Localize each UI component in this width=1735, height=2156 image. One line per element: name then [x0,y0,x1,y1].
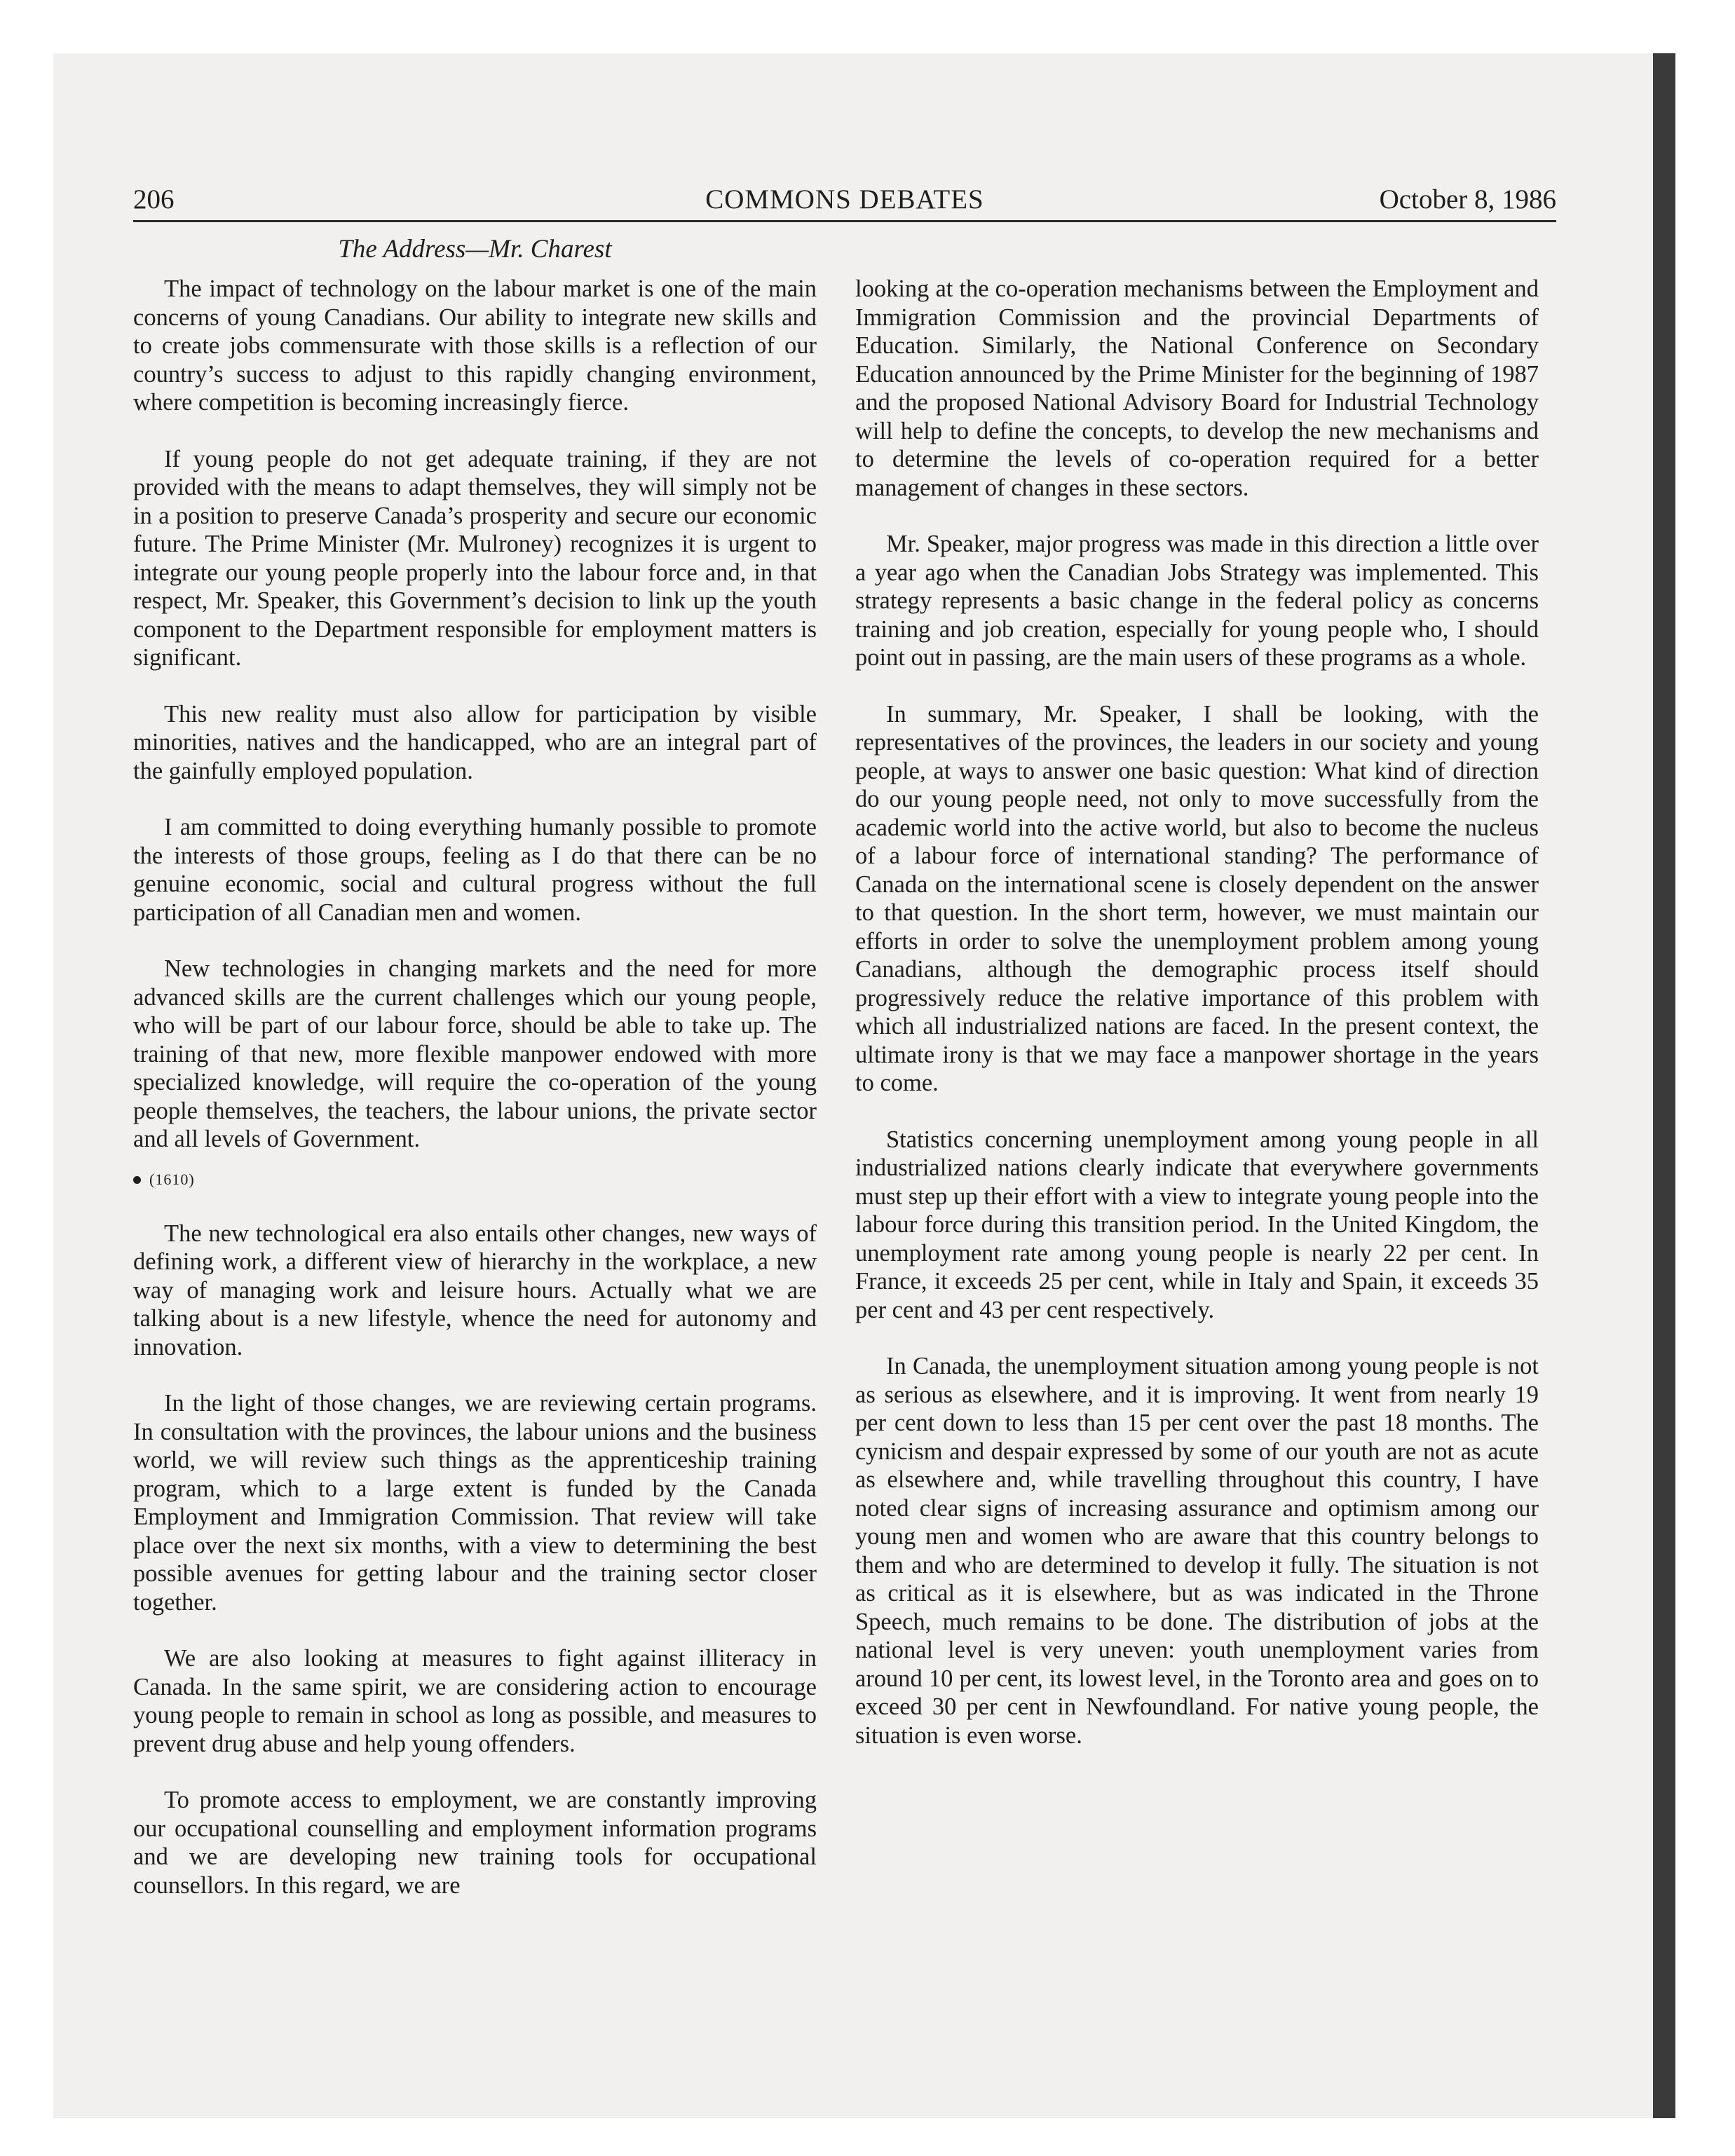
page-number: 206 [133,184,175,214]
paragraph: In Canada, the unemployment situation among young people is not as serious as elsewhere, and it is improving. It went from nearly 19 per cent down to less than 15 per cent over the past 18 months. The cynicism and despair expressed by some of our youth are not as acute as elsewhere and, while travelling throughout this country, I have noted clear signs of increasing assurance and optimism among our young men and women who are aware that this country belongs to them and who are determined to develop it fully. The situation is not as critical as it is elsewhere, but as was indicated in the Throne Speech, much remains to be done. The distribution of jobs at the national level is very uneven: youth unemployment varies from around 10 per cent, its lowest level, in the Toronto area and goes on to exceed 30 per cent in Newfoundland. For native young people, the situation is even worse. [855,1353,1539,1749]
paragraph: In the light of those changes, we are reviewing certain programs. In consultation with the provinces, the labour unions and the business world, we will review such things as the apprenticeship training program, which to a large extent is funded by the Canada Employment and Immigration Commission. That review will take place over the next six months, with a view to determining the best possible avenues for getting labour and the training sector closer together. [133,1390,817,1616]
paragraph: New technologies in changing markets and the need for more advanced skills are the current challenges which our young people, who will be part of our labour force, should be able to take up. The training of that new, more flexible manpower endowed with more specialized knowledge, will require the co-operation of the young people themselves, the teachers, the labour unions, the private sector and all levels of Government. [133,955,817,1152]
scan-edge-bar [1653,53,1675,2118]
paragraph: The new technological era also entails other changes, new ways of defining work, a different view of hierarchy in the workplace, a new way of managing work and leisure hours. Actually what we are talking about is a new lifestyle, whence the need for autonomy and innovation. [133,1220,817,1360]
left-column [133,275,817,1928]
time-marker [133,1169,817,1190]
paragraph: We are also looking at measures to fight against illiteracy in Canada. In the same spirit, we are considering action to encourage young people to remain in school as long as possible, and measures to prevent drug abuse and help young offenders. [133,1645,817,1757]
paragraph: Mr. Speaker, major progress was made in this direction a little over a year ago when the Canadian Jobs Strategy was implemented. This strategy represents a basic change in the federal policy as concerns training and job creation, especially for young people who, I should point out in passing, are the main users of these programs as a whole. [855,531,1539,671]
bullet-dot-icon [133,1176,141,1184]
section-title: The Address—Mr. Charest [338,235,612,264]
page-date: October 8, 1986 [1379,184,1556,214]
paragraph: The impact of technology on the labour market is one of the main concerns of young Canadians. Our ability to integrate new skills and to create jobs commensurate with those skills is a reflection of our country’s success to adjust to this rapidly changing environment, where competition is becoming increasingly fierce. [133,275,817,416]
paragraph: To promote access to employment, we are constantly improving our occupational counselling and employment information programs and we are developing new training tools for occupational counsellors. In this regard, we are [133,1787,817,1899]
paragraph: Statistics concerning unemployment among young people in all industrialized nations clearly indicate that everywhere governments must step up their effort with a view to integrate young people into the labour force during this transition period. In the United Kingdom, the unemployment rate among young people is nearly 22 per cent. In France, it exceeds 25 per cent, while in Italy and Spain, it exceeds 35 per cent and 43 per cent respectively. [855,1126,1539,1323]
publication-title: COMMONS DEBATES [705,184,984,214]
paragraph: This new reality must also allow for participation by visible minorities, natives and the handicapped, who are an integral part of the gainfully employed population. [133,700,817,784]
paragraph-continued: looking at the co-operation mechanisms between the Employment and Immigration Commission and the provincial Departments of Education. Similarly, the National Conference on Secondary Education announced by the Prime Minister for the beginning of 1987 and the proposed National Advisory Board for Industrial Technology will help to define the concepts, to develop the new mechanisms and to determine the levels of co-operation required for a better management of changes in these sectors. [855,275,1539,501]
page-header [133,184,1556,222]
right-column [855,275,1539,1778]
time-marker-label: (1610) [149,1170,195,1188]
paragraph: If young people do not get adequate training, if they are not provided with the means to adapt themselves, they will simply not be in a position to preserve Canada’s prosperity and secure our economic future. The Prime Minister (Mr. Mulroney) recognizes it is urgent to integrate our young people properly into the labour force and, in that respect, Mr. Speaker, this Government’s decision to link up the youth component to the Department responsible for employment matters is significant. [133,445,817,671]
paragraph: I am committed to doing everything humanly possible to promote the interests of those groups, feeling as I do that there can be no genuine economic, social and cultural progress without the full participation of all Canadian men and women. [133,814,817,926]
paragraph: In summary, Mr. Speaker, I shall be looking, with the representatives of the provinces, the leaders in our society and young people, at ways to answer one basic question: What kind of direction do our young people need, not only to move successfully from the academic world into the active world, but also to become the nucleus of a labour force of international standing? The performance of Canada on the international scene is closely dependent on the answer to that question. In the short term, however, we must maintain our efforts in order to solve the unemployment problem among young Canadians, although the demographic process itself should progressively reduce the relative importance of this problem with which all industrialized nations are faced. In the present context, the ultimate irony is that we may face a manpower shortage in the years to come. [855,700,1539,1096]
